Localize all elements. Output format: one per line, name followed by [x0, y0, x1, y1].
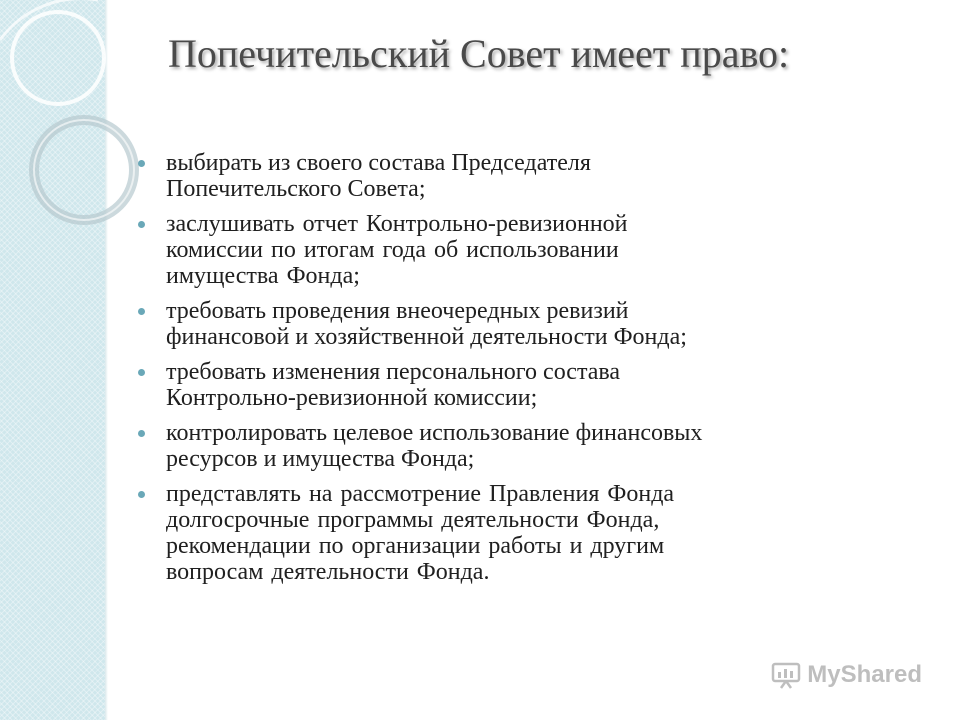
bullet-dot-icon — [138, 160, 145, 167]
bullet-dot-icon — [138, 491, 145, 498]
list-item — [138, 298, 898, 350]
list-item — [138, 481, 898, 585]
bullet-dot-icon — [138, 430, 145, 437]
watermark — [771, 660, 922, 690]
watermark-label: MyShared — [807, 661, 922, 688]
list-item — [138, 420, 898, 472]
bullet-dot-icon — [138, 221, 145, 228]
slide-title: Попечительский Совет имеет право: — [168, 31, 790, 76]
list-item-text: заслушивать отчет Контрольно-ревизионной комиссии по итогам года об использовании имущества Фонда; — [166, 211, 628, 289]
bullet-dot-icon — [138, 369, 145, 376]
list-item-text: контролировать целевое использование финансовых ресурсов и имущества Фонда; — [166, 420, 703, 472]
list-item-text: требовать проведения внеочередных ревизий финансовой и хозяйственной деятельности Фонда; — [166, 298, 687, 350]
list-item — [138, 211, 898, 289]
presentation-board-icon — [771, 660, 801, 690]
list-item — [138, 150, 898, 202]
list-item-text: требовать изменения персонального состава Контрольно-ревизионной комиссии; — [166, 359, 621, 411]
list-item-text: представлять на рассмотрение Правления Фонда долгосрочные программы деятельности Фонда, рекомендации по организации работы и другим вопросам деятельности Фонда. — [166, 481, 675, 585]
list-item-text: выбирать из своего состава Председателя Попечительского Совета; — [166, 150, 591, 202]
bullet-list — [138, 150, 898, 594]
list-item — [138, 359, 898, 411]
bullet-dot-icon — [138, 308, 145, 315]
decorative-circles-icon — [0, 0, 150, 260]
